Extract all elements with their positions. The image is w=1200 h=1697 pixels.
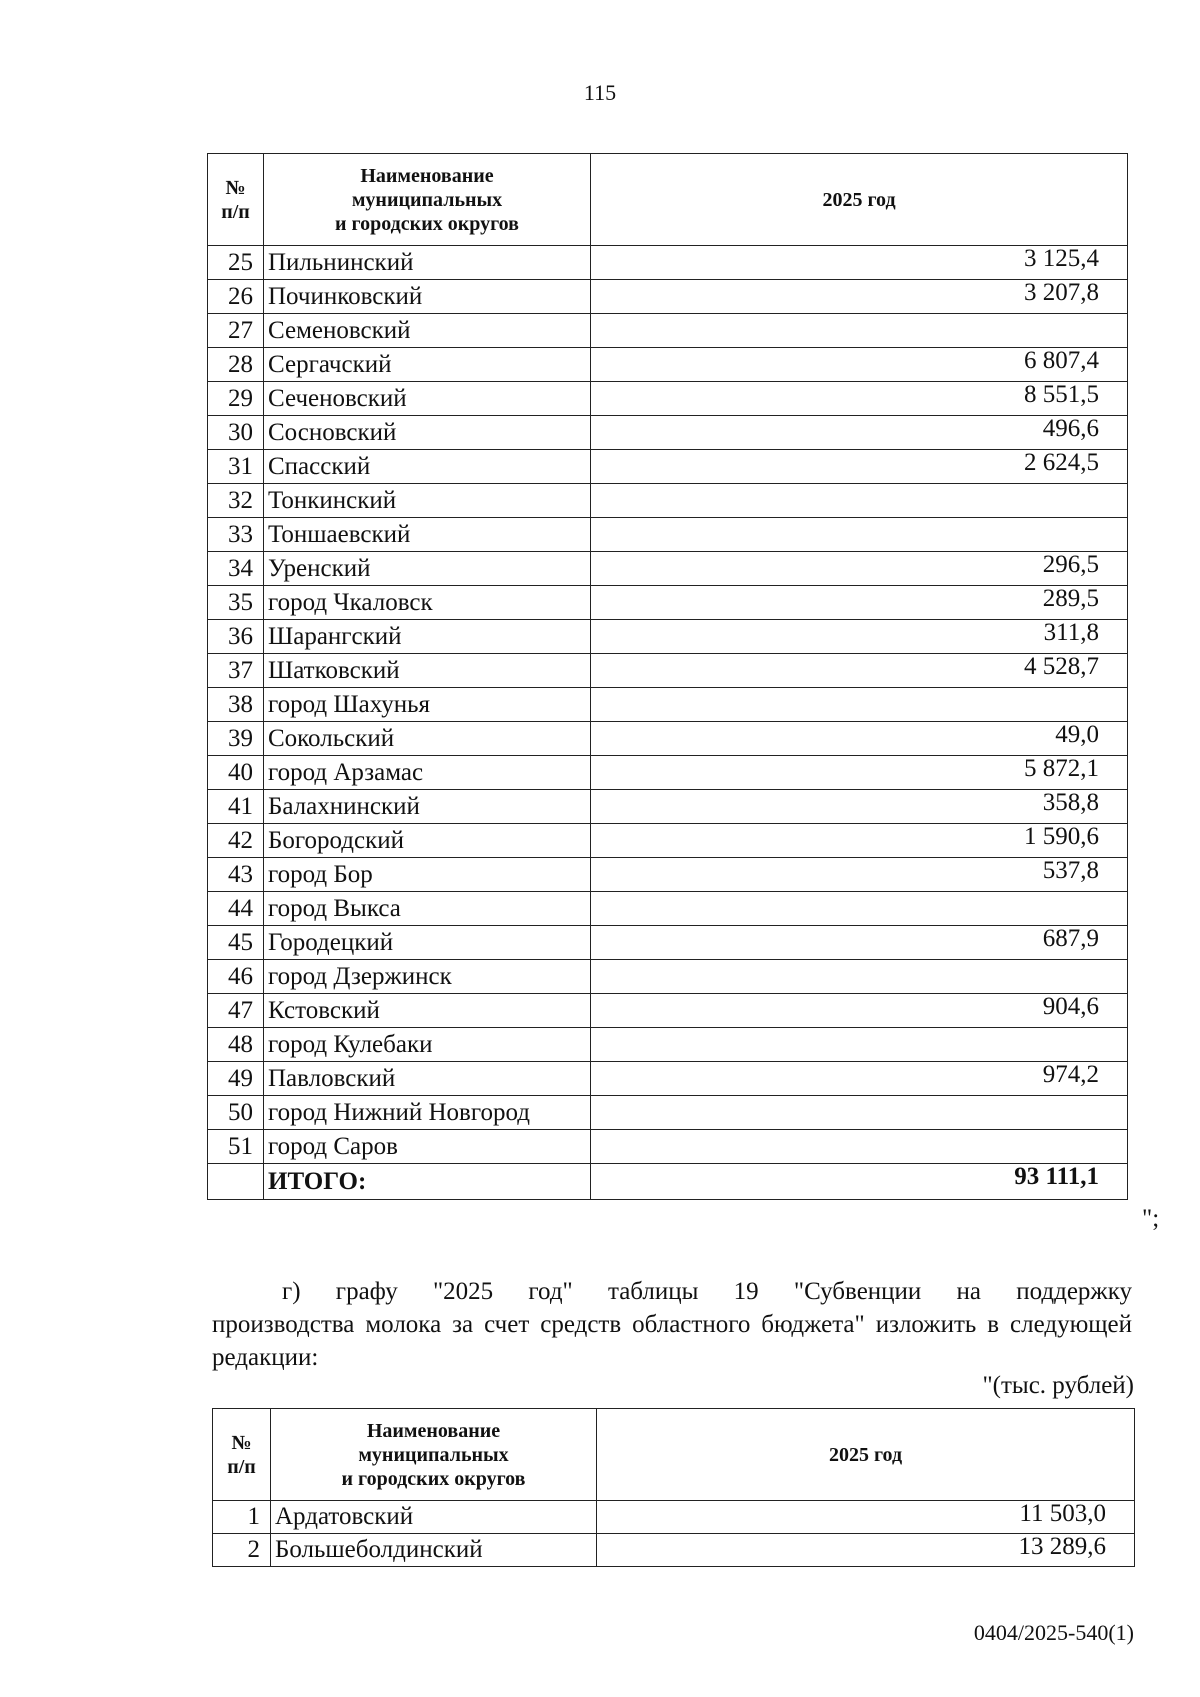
district-name: Павловский	[264, 1062, 591, 1096]
district-name: город Кулебаки	[264, 1028, 591, 1062]
district-name: Уренский	[264, 552, 591, 586]
district-name: Городецкий	[264, 926, 591, 960]
district-name: город Арзамас	[264, 756, 591, 790]
amount-value: 6 807,4	[591, 348, 1128, 382]
amount-value: 8 551,5	[591, 382, 1128, 416]
row-number: 47	[208, 994, 264, 1028]
row-number: 48	[208, 1028, 264, 1062]
amount-value: 496,6	[591, 416, 1128, 450]
paragraph-rest: производства молока за счет средств областного бюджета" изложить в следующей редакции:	[212, 1311, 1132, 1371]
amount-value: 49,0	[591, 722, 1128, 756]
district-name: Семеновский	[264, 314, 591, 348]
district-name: Шарангский	[264, 620, 591, 654]
table-row	[208, 722, 1128, 756]
district-name: Сосновский	[264, 416, 591, 450]
table-row	[208, 892, 1128, 926]
row-number: 25	[208, 246, 264, 280]
district-name: Сергачский	[264, 348, 591, 382]
amount-value	[591, 688, 1128, 722]
row-number: 32	[208, 484, 264, 518]
header-num: № п/п	[208, 154, 264, 246]
table-row	[208, 280, 1128, 314]
row-number: 39	[208, 722, 264, 756]
district-name: Шатковский	[264, 654, 591, 688]
row-number: 46	[208, 960, 264, 994]
table-row	[208, 1062, 1128, 1096]
amount-value: 289,5	[591, 586, 1128, 620]
table-row	[213, 1534, 1135, 1567]
row-number: 41	[208, 790, 264, 824]
table-row	[208, 382, 1128, 416]
district-name: город Дзержинск	[264, 960, 591, 994]
row-number: 51	[208, 1130, 264, 1164]
row-number: 31	[208, 450, 264, 484]
row-number: 49	[208, 1062, 264, 1096]
row-number: 26	[208, 280, 264, 314]
district-name: Сеченовский	[264, 382, 591, 416]
row-number: 34	[208, 552, 264, 586]
amount-value: 1 590,6	[591, 824, 1128, 858]
table-row	[208, 926, 1128, 960]
district-name: Богородский	[264, 824, 591, 858]
row-number: 28	[208, 348, 264, 382]
amount-value: 11 503,0	[597, 1501, 1135, 1534]
table-row	[208, 960, 1128, 994]
amount-value	[591, 1028, 1128, 1062]
row-number: 36	[208, 620, 264, 654]
row-number: 40	[208, 756, 264, 790]
table-row	[208, 1096, 1128, 1130]
table-row	[208, 348, 1128, 382]
row-number: 50	[208, 1096, 264, 1130]
row-number: 33	[208, 518, 264, 552]
district-name: Большеболдинский	[271, 1534, 597, 1567]
paragraph-line-1: г) графу "2025 год" таблицы 19 "Субвенции на поддержку	[282, 1278, 1132, 1305]
row-number: 27	[208, 314, 264, 348]
district-name: Пильнинский	[264, 246, 591, 280]
subventions-table-top	[207, 153, 1128, 1200]
amount-value	[591, 892, 1128, 926]
district-name: Сокольский	[264, 722, 591, 756]
district-name: город Выкса	[264, 892, 591, 926]
table-row	[208, 450, 1128, 484]
table-row	[208, 824, 1128, 858]
row-number: 44	[208, 892, 264, 926]
table-row	[208, 416, 1128, 450]
table-row	[208, 1028, 1128, 1062]
table-row	[208, 620, 1128, 654]
amount-value: 13 289,6	[597, 1534, 1135, 1567]
row-number: 35	[208, 586, 264, 620]
district-name: Тоншаевский	[264, 518, 591, 552]
table-row	[208, 1130, 1128, 1164]
total-num-cell	[208, 1164, 264, 1200]
amount-value: 904,6	[591, 994, 1128, 1028]
amount-value	[591, 1096, 1128, 1130]
district-name: город Чкаловск	[264, 586, 591, 620]
district-name: город Нижний Новгород	[264, 1096, 591, 1130]
row-number: 30	[208, 416, 264, 450]
table-row	[208, 314, 1128, 348]
amount-value: 296,5	[591, 552, 1128, 586]
amount-value	[591, 518, 1128, 552]
table-row	[208, 858, 1128, 892]
document-code: 0404/2025-540(1)	[973, 1620, 1134, 1645]
row-number: 2	[213, 1534, 271, 1567]
row-number: 29	[208, 382, 264, 416]
total-label: ИТОГО:	[264, 1164, 591, 1200]
district-name: Тонкинский	[264, 484, 591, 518]
table-row	[208, 246, 1128, 280]
amount-value	[591, 1130, 1128, 1164]
row-number: 42	[208, 824, 264, 858]
table-row	[208, 552, 1128, 586]
amount-value: 3 207,8	[591, 280, 1128, 314]
row-number: 1	[213, 1501, 271, 1534]
district-name: город Бор	[264, 858, 591, 892]
header-num: № п/п	[213, 1409, 271, 1501]
table-row	[208, 790, 1128, 824]
district-name: Починковский	[264, 280, 591, 314]
header-name: Наименование муниципальных и городских округов	[264, 154, 591, 246]
amendment-paragraph	[212, 1275, 1132, 1374]
row-number: 45	[208, 926, 264, 960]
header-name: Наименование муниципальных и городских округов	[271, 1409, 597, 1501]
table-row	[208, 484, 1128, 518]
page-number: 115	[583, 80, 617, 105]
subventions-table-bottom	[212, 1408, 1135, 1567]
amount-value: 3 125,4	[591, 246, 1128, 280]
table-row	[208, 994, 1128, 1028]
amount-value: 687,9	[591, 926, 1128, 960]
table-row	[208, 688, 1128, 722]
total-value: 93 111,1	[591, 1164, 1128, 1200]
closing-quote-mark: ";	[1142, 1205, 1160, 1232]
amount-value: 5 872,1	[591, 756, 1128, 790]
amount-value: 311,8	[591, 620, 1128, 654]
header-year: 2025 год	[591, 154, 1128, 246]
amount-value	[591, 314, 1128, 348]
row-number: 43	[208, 858, 264, 892]
row-number: 37	[208, 654, 264, 688]
row-number: 38	[208, 688, 264, 722]
district-name: город Шахунья	[264, 688, 591, 722]
units-label: "(тыс. рублей)	[982, 1372, 1134, 1399]
header-year: 2025 год	[597, 1409, 1135, 1501]
table-row	[208, 586, 1128, 620]
amount-value: 974,2	[591, 1062, 1128, 1096]
amount-value: 537,8	[591, 858, 1128, 892]
amount-value	[591, 484, 1128, 518]
total-row	[208, 1164, 1128, 1200]
table-row	[208, 756, 1128, 790]
table-row	[208, 654, 1128, 688]
district-name: Балахнинский	[264, 790, 591, 824]
district-name: Кстовский	[264, 994, 591, 1028]
amount-value: 358,8	[591, 790, 1128, 824]
amount-value: 4 528,7	[591, 654, 1128, 688]
amount-value	[591, 960, 1128, 994]
district-name: Спасский	[264, 450, 591, 484]
district-name: город Саров	[264, 1130, 591, 1164]
amount-value: 2 624,5	[591, 450, 1128, 484]
district-name: Ардатовский	[271, 1501, 597, 1534]
table-row	[208, 518, 1128, 552]
table-row	[213, 1501, 1135, 1534]
